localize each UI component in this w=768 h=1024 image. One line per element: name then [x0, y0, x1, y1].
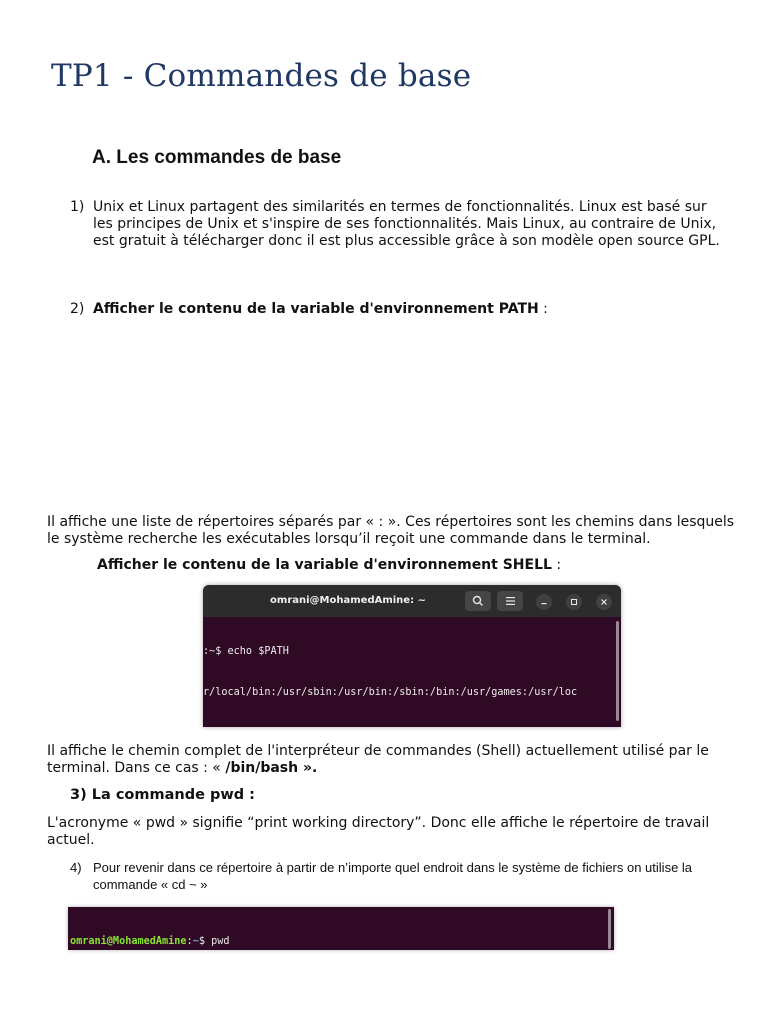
terminal-line: r/local/bin:/usr/sbin:/usr/bin:/sbin:/bin:/usr/games:/usr/loc: [203, 686, 578, 698]
terminal-output: [203, 617, 613, 727]
prompt-sep: :: [186, 935, 193, 947]
item2-number: 2): [70, 301, 85, 317]
hamburger-icon[interactable]: [497, 591, 523, 611]
shell-heading-bold: Afficher le contenu de la variable d'environnement SHELL: [97, 557, 552, 573]
shell-heading: [97, 557, 737, 574]
item4-text: Pour revenir dans ce répertoire à partir de n’importe quel endroit dans le système de fichiers on utilise la commande « cd ~ »: [93, 860, 693, 892]
terminal-scrollbar[interactable]: [616, 621, 619, 721]
search-icon[interactable]: [465, 591, 491, 611]
shell-heading-suffix: :: [551, 557, 562, 573]
terminal-screenshot-pwd: [68, 907, 614, 950]
maximize-icon[interactable]: [566, 594, 582, 610]
item1-text: Unix et Linux partagent des similarités en termes de fonctionnalités. Linux est basé sur les principes de Unix et s'inspire de ses fonctionnalités. Mais Linux, au contraire de Unix, est gratuit à télécharger donc il est plus accessible grâce à son modèle open source GPL.: [93, 199, 720, 249]
terminal-line: :~$ echo $PATH: [203, 646, 289, 657]
pwd-explanation: L'acronyme « pwd » signifie “print working directory”. Donc elle affiche le répertoire de travail actuel.: [47, 815, 710, 848]
terminal-line: [70, 935, 230, 948]
page-title: TP1 - Commandes de base: [51, 58, 472, 94]
terminal-title: omrani@MohamedAmine: ~: [270, 595, 426, 606]
item2-heading-suffix: :: [538, 301, 548, 317]
prompt-user: omrani@MohamedAmine: [70, 935, 187, 947]
item1-number: 1): [70, 199, 85, 215]
item4-number: 4): [70, 860, 82, 875]
item3-heading: 3) La commande pwd :: [70, 787, 255, 803]
shell-explanation-bold: /bin/bash ».: [225, 760, 318, 776]
close-icon[interactable]: [596, 594, 612, 610]
shell-explanation-text: Il affiche le chemin complet de l'interpréteur de commandes (Shell) actuellement utilisé par le terminal. Dans ce cas : «: [47, 743, 709, 776]
terminal-output: [70, 908, 230, 950]
prompt-command: $ pwd: [198, 935, 230, 947]
shell-explanation: [47, 743, 737, 777]
item2-heading: [93, 301, 733, 318]
terminal-scrollbar[interactable]: [608, 909, 611, 949]
terminal-screenshot-path-shell: [203, 585, 621, 727]
item2-heading-bold: Afficher le contenu de la variable d'environnement PATH: [93, 301, 539, 317]
section-heading-a: A. Les commandes de base: [92, 147, 342, 168]
path-explanation: Il affiche une liste de répertoires séparés par « : ». Ces répertoires sont les chemins dans lesquels le système recherche les exécutables lorsqu’il reçoit une commande dans le terminal.: [47, 514, 735, 547]
minimize-icon[interactable]: [536, 594, 552, 610]
terminal-titlebar: [203, 585, 621, 617]
prompt-path: ~: [192, 935, 199, 947]
terminal-line: [203, 726, 613, 727]
